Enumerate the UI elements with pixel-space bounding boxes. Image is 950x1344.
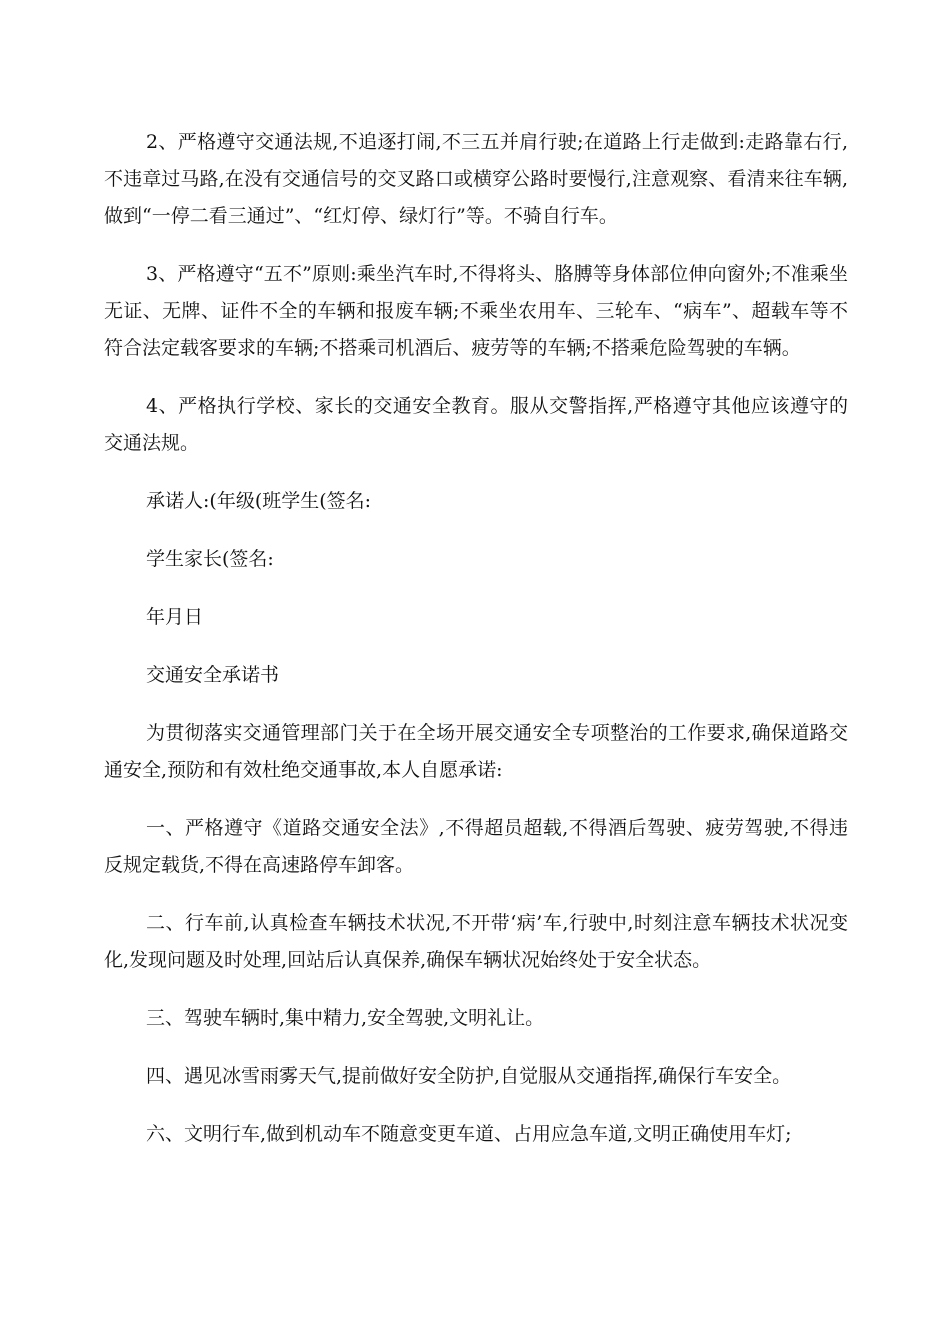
pledge-item-1: 一、严格遵守《道路交通安全法》,不得超员超载,不得酒后驾驶、疲劳驾驶,不得违反规定载货,不得在高速路停车卸客。 [104,817,848,876]
paragraph-rule-3: 3、严格遵守“五不”原则:乘坐汽车时,不得将头、胳膊等身体部位伸向窗外;不准乘坐无证、无牌、证件不全的车辆和报废车辆;不乘坐农用车、三轮车、“病车”、超载车等不符合法定载客要求的车辆;不搭乘司机酒后、疲劳等的车辆;不搭乘危险驾驶的车辆。 [104,263,848,359]
section-title: 交通安全承诺书 [146,664,280,686]
pledge-item-3: 三、驾驶车辆时,集中精力,安全驾驶,文明礼让。 [146,1007,545,1029]
intro-paragraph: 为贯彻落实交通管理部门关于在全场开展交通安全专项整治的工作要求,确保道路交通安全,预防和有效杜绝交通事故,本人自愿承诺: [104,722,848,781]
signature-line-parent: 学生家长(签名: [146,548,274,570]
pledge-item-4: 四、遇见冰雪雨雾天气,提前做好安全防护,自觉服从交通指挥,确保行车安全。 [146,1065,792,1087]
document-body [104,124,848,1174]
paragraph-rule-4: 4、严格执行学校、家长的交通安全教育。服从交警指挥,严格遵守其他应该遵守的交通法规。 [104,395,848,454]
paragraph-rule-2: 2、严格遵守交通法规,不追逐打闹,不三五并肩行驶;在道路上行走做到:走路靠右行,不违章过马路,在没有交通信号的交叉路口或横穿公路时要慢行,注意观察、看清来往车辆,做到“一停二看三通过”、“红灯停、绿灯行”等。不骑自行车。 [104,131,848,227]
signature-line-student: 承诺人:(年级(班学生(签名: [146,490,372,512]
pledge-item-6: 六、文明行车,做到机动车不随意变更车道、占用应急车道,文明正确使用车灯; [146,1123,792,1145]
date-line: 年月日 [146,606,204,628]
pledge-item-2: 二、行车前,认真检查车辆技术状况,不开带‘病’车,行驶中,时刻注意车辆技术状况变化,发现问题及时处理,回站后认真保养,确保车辆状况始终处于安全状态。 [104,912,848,971]
